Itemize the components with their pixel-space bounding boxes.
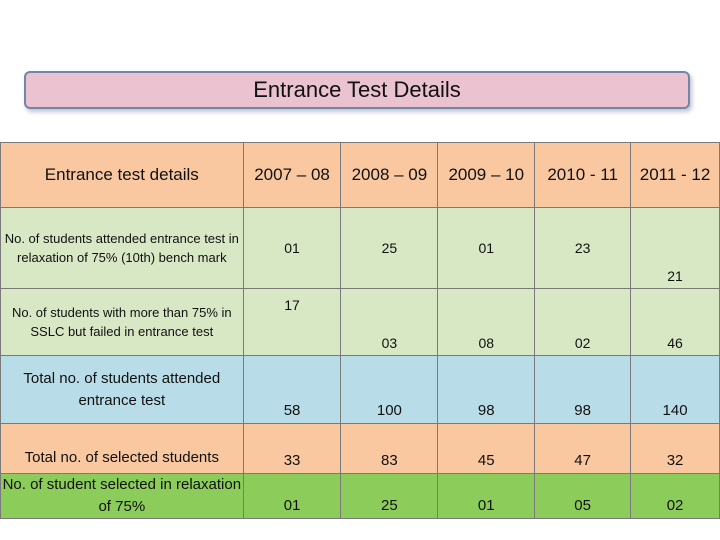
table-cell: 98	[535, 356, 631, 424]
table-cell: 01	[243, 208, 341, 289]
table-cell: 21	[631, 208, 720, 289]
title-banner	[24, 71, 690, 109]
table-cell: 45	[438, 424, 535, 474]
entrance-test-table	[0, 142, 720, 519]
header-year: 2011 - 12	[631, 143, 720, 208]
table-cell: 25	[341, 474, 438, 519]
table-row	[1, 208, 720, 289]
table-cell: 01	[438, 474, 535, 519]
table-row	[1, 289, 720, 356]
table-cell: 01	[243, 474, 341, 519]
table-cell: 46	[631, 289, 720, 356]
table-cell: 02	[535, 289, 631, 356]
header-label: Entrance test details	[1, 143, 244, 208]
table-cell: 32	[631, 424, 720, 474]
table-cell: 47	[535, 424, 631, 474]
table-row	[1, 474, 720, 519]
table-row	[1, 356, 720, 424]
table-header-row	[1, 143, 720, 208]
table-cell: 140	[631, 356, 720, 424]
row-label: No. of students with more than 75% in SSLC but failed in entrance test	[1, 289, 244, 356]
table-cell: 03	[341, 289, 438, 356]
header-year: 2008 – 09	[341, 143, 438, 208]
row-label: Total no. of selected students	[1, 424, 244, 474]
row-label: Total no. of students attended entrance test	[1, 356, 244, 424]
table-cell: 17	[243, 289, 341, 356]
row-label: No. of student selected in relaxation of 75%	[1, 474, 244, 519]
row-label: No. of students attended entrance test in relaxation of 75% (10th) bench mark	[1, 208, 244, 289]
table-cell: 98	[438, 356, 535, 424]
table-cell: 83	[341, 424, 438, 474]
slide-title: Entrance Test Details	[253, 77, 461, 102]
table-cell: 33	[243, 424, 341, 474]
header-year: 2009 – 10	[438, 143, 535, 208]
table-cell: 100	[341, 356, 438, 424]
table-cell: 02	[631, 474, 720, 519]
table-cell: 25	[341, 208, 438, 289]
header-year: 2010 - 11	[535, 143, 631, 208]
header-year: 2007 – 08	[243, 143, 341, 208]
table-cell: 01	[438, 208, 535, 289]
table-cell: 58	[243, 356, 341, 424]
table-cell: 05	[535, 474, 631, 519]
table-cell: 23	[535, 208, 631, 289]
table-row	[1, 424, 720, 474]
table-cell: 08	[438, 289, 535, 356]
